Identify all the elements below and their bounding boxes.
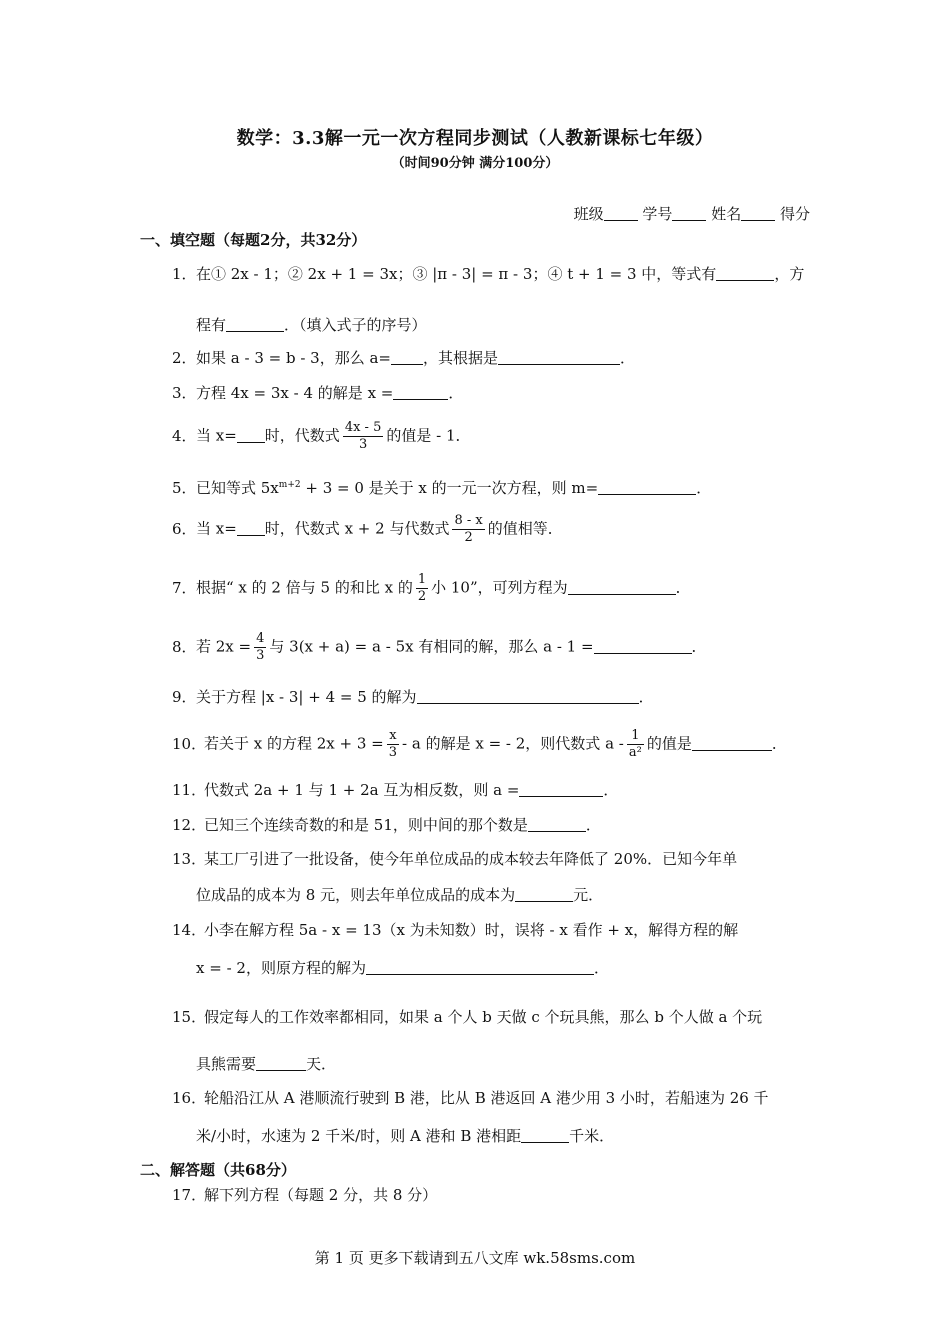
class-blank	[604, 206, 638, 221]
answer-blank	[598, 479, 696, 495]
question-text: 方程 4x = 3x - 4 的解是 x =	[196, 384, 394, 402]
question-1	[172, 264, 804, 284]
question-text: 已知等式 5x	[196, 479, 279, 497]
question-number: 6．	[172, 519, 197, 538]
student-number-blank	[672, 206, 706, 221]
answer-blank	[528, 816, 586, 832]
fraction	[387, 728, 399, 761]
question-2	[172, 348, 635, 368]
question-6	[172, 513, 563, 546]
question-text: ．	[603, 781, 619, 799]
answer-blank	[237, 520, 265, 536]
question-number: 8．	[172, 637, 197, 656]
question-8	[172, 631, 707, 664]
question-text: ，方	[774, 265, 805, 283]
question-4	[172, 420, 471, 453]
question-text: x = - 2，则原方程的解为	[196, 959, 366, 977]
question-number: 13．	[172, 850, 207, 868]
class-label: 班级	[573, 205, 604, 223]
question-text: 解下列方程（每题 2 分，共 8 分）	[204, 1186, 438, 1204]
denominator: 2	[417, 589, 427, 604]
answer-blank	[393, 384, 448, 400]
numerator: 1	[627, 728, 644, 745]
denominator: 2	[464, 530, 473, 545]
question-text: 时，代数式 x + 2 与代数式	[264, 519, 450, 538]
question-16-continued	[196, 1125, 614, 1146]
question-number: 16．	[172, 1089, 207, 1107]
question-17	[172, 1185, 437, 1205]
numerator: 8 - x	[454, 513, 483, 528]
fraction	[627, 728, 644, 761]
question-number: 4．	[172, 426, 197, 445]
question-number: 10．	[172, 734, 207, 753]
question-number: 7．	[172, 578, 197, 597]
question-text: ．	[771, 734, 787, 753]
question-number: 9．	[172, 688, 197, 706]
question-text: 某工厂引进了一批设备，使今年单位成品的成本较去年降低了 20%．已知今年单	[204, 850, 738, 868]
numerator: 1	[417, 572, 427, 587]
question-text: 当 x=	[196, 426, 237, 445]
fraction	[416, 572, 428, 605]
question-text: 元．	[573, 886, 604, 904]
question-text: 小 10”，可列方程为	[431, 578, 568, 597]
question-text: 时，代数式	[264, 426, 340, 445]
fraction	[343, 420, 384, 453]
score-label: 得分	[779, 205, 810, 223]
question-number: 1．	[172, 265, 197, 283]
question-1-continued	[196, 314, 427, 335]
question-3	[172, 383, 463, 403]
question-15-continued	[196, 1053, 336, 1074]
question-12	[172, 815, 601, 835]
question-text: 在① 2x - 1；② 2x + 1 = 3x；③ |π - 3| = π - 3；④ t + 1 = 3 中，等式有	[196, 265, 717, 283]
answer-blank	[417, 688, 639, 704]
question-11	[172, 780, 618, 800]
student-info-line	[574, 203, 810, 224]
question-text: 小李在解方程 5a - x = 13（x 为未知数）时，误将 - x 看作 + x，解得方程的解	[204, 921, 739, 939]
answer-blank	[256, 1055, 306, 1071]
question-15	[172, 1007, 762, 1027]
question-text: ．（填入式子的序号）	[284, 316, 427, 334]
question-13-continued	[196, 884, 603, 905]
question-5	[172, 475, 711, 498]
name-blank	[741, 206, 775, 221]
answer-blank	[519, 781, 603, 797]
answer-blank	[568, 579, 676, 595]
question-number: 11．	[172, 781, 207, 799]
numerator: 4	[256, 631, 265, 646]
question-text: ．	[675, 578, 691, 597]
question-text: 的值相等．	[487, 519, 563, 538]
question-number: 14．	[172, 921, 207, 939]
question-text: - a 的解是 x = - 2，则代数式 a -	[402, 734, 624, 753]
question-text: 代数式 2a + 1 与 1 + 2a 互为相反数，则 a =	[204, 781, 520, 799]
page-title: 数学：3.3解一元一次方程同步测试（人教新课标七年级）	[236, 128, 714, 149]
question-text: 具熊需要	[196, 1055, 257, 1073]
numerator: 4x - 5	[344, 420, 382, 435]
question-text: ．	[448, 384, 464, 402]
question-7	[172, 572, 691, 605]
answer-blank	[237, 427, 265, 443]
answer-blank	[521, 1127, 569, 1143]
question-number: 2．	[172, 349, 197, 367]
question-text: ，其根据是	[423, 349, 499, 367]
page-footer: 第 1 页 更多下载请到五八文库 wk.58sms.com	[314, 1249, 636, 1267]
question-text: 若 2x =	[196, 637, 252, 656]
numerator: x	[387, 728, 399, 745]
question-text: ．	[620, 349, 636, 367]
question-number: 15．	[172, 1008, 207, 1026]
page-subtitle: （时间90分钟 满分100分）	[391, 156, 559, 171]
answer-blank	[391, 349, 423, 365]
student-number-label: 学号	[642, 205, 673, 223]
question-text: + 3 = 0 是关于 x 的一元一次方程，则 m=	[300, 479, 599, 497]
question-text: 已知三个连续奇数的和是 51，则中间的那个数是	[204, 816, 528, 834]
question-text: 轮船沿江从 A 港顺流行驶到 B 港，比从 B 港返回 A 港少用 3 小时，若船速为 26 千	[204, 1089, 769, 1107]
exponent: m+2	[278, 480, 301, 490]
question-text: 程有	[196, 316, 227, 334]
question-number: 3．	[172, 384, 197, 402]
question-text: 与 3(x + a) = a - 5x 有相同的解，那么 a - 1 =	[269, 637, 594, 656]
question-10	[172, 728, 787, 761]
question-text: 米/小时，水速为 2 千米/时，则 A 港和 B 港相距	[196, 1127, 522, 1145]
question-text: ．	[585, 816, 601, 834]
question-14	[172, 920, 738, 940]
answer-blank	[366, 959, 594, 975]
question-text: 假定每人的工作效率都相同，如果 a 个人 b 天做 c 个玩具熊，那么 b 个人做 a 个玩	[204, 1008, 763, 1026]
question-text: 当 x=	[196, 519, 237, 538]
question-number: 17．	[172, 1186, 207, 1204]
question-text: 位成品的成本为 8 元，则去年单位成品的成本为	[196, 886, 516, 904]
section-heading-fill-in: 一、填空题（每题2分，共32分）	[140, 231, 367, 249]
question-text: 关于方程 |x - 3| + 4 = 5 的解为	[196, 688, 417, 706]
question-text: 若关于 x 的方程 2x + 3 =	[204, 734, 384, 753]
question-16	[172, 1088, 769, 1108]
question-text: ．	[691, 637, 707, 656]
question-text: 天．	[306, 1055, 337, 1073]
denominator: 3	[256, 648, 265, 663]
answer-blank	[716, 265, 774, 281]
question-9	[172, 687, 654, 707]
denominator: a²	[628, 745, 642, 760]
name-label: 姓名	[711, 205, 742, 223]
fraction	[254, 631, 266, 664]
answer-blank	[594, 638, 692, 654]
question-text: 的值是 - 1．	[386, 426, 471, 445]
question-text: 根据“ x 的 2 倍与 5 的和比 x 的	[196, 578, 413, 597]
question-text: 千米．	[569, 1127, 615, 1145]
fraction	[452, 513, 484, 546]
answer-blank	[226, 316, 284, 332]
answer-blank	[692, 735, 772, 751]
question-text: ．	[593, 959, 609, 977]
denominator: 3	[358, 437, 368, 452]
denominator: 3	[388, 745, 398, 760]
answer-blank	[498, 349, 620, 365]
question-13	[172, 849, 737, 869]
section-heading-solutions: 二、解答题（共68分）	[140, 1161, 296, 1179]
question-text: ．	[696, 479, 712, 497]
question-text: 如果 a - 3 = b - 3，那么 a=	[196, 349, 391, 367]
question-number: 12．	[172, 816, 207, 834]
question-text: ．	[638, 688, 654, 706]
question-number: 5．	[172, 479, 197, 497]
answer-blank	[515, 886, 573, 902]
question-text: 的值是	[646, 734, 692, 753]
question-14-continued	[196, 957, 609, 978]
